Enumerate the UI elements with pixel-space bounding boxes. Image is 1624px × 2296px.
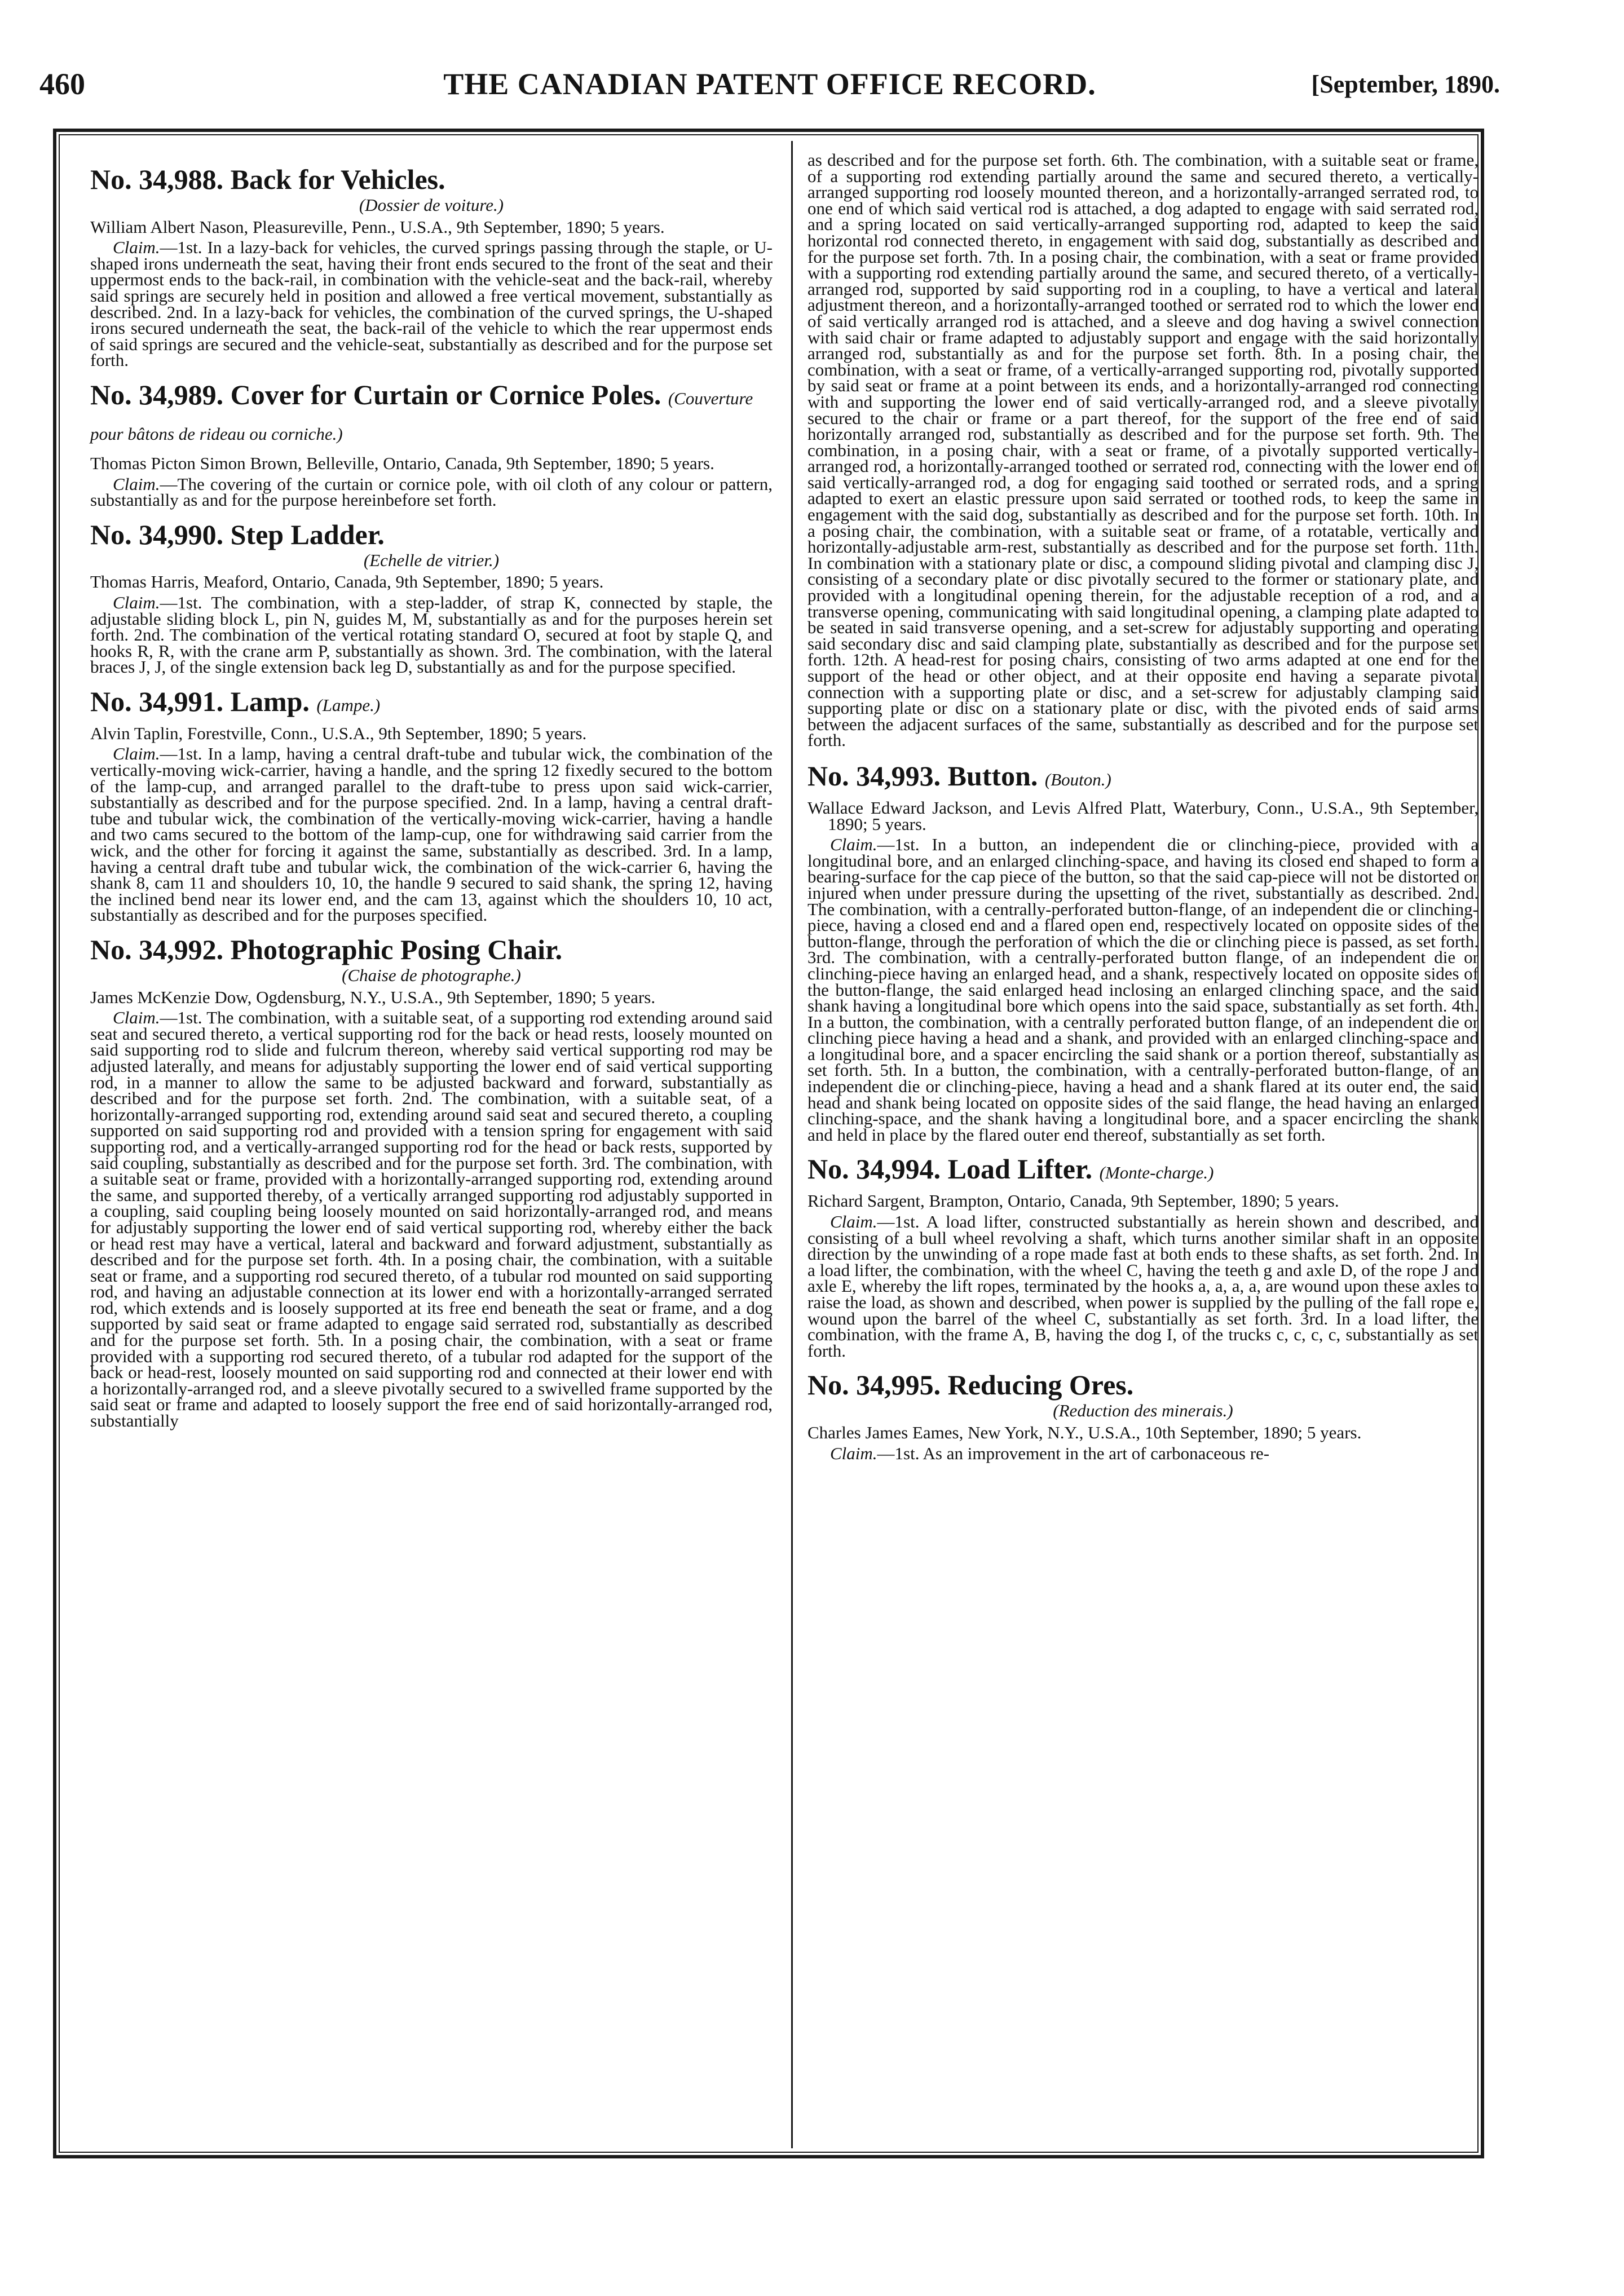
patent-claim: Claim.—The covering of the curtain or cornice pole, with oil cloth of any colour or pattern, substantially as and for the purpose hereinbefore set forth. xyxy=(90,474,773,510)
patent-french-title: (Echelle de vitrier.) xyxy=(363,550,500,570)
patent-owner: Alvin Taplin, Forestville, Conn., U.S.A., 9th September, 1890; 5 years. xyxy=(90,723,587,743)
right-column xyxy=(807,152,1479,1472)
patent-owner: Wallace Edward Jackson, and Levis Alfred Platt, Waterbury, Conn., U.S.A., 9th September, 1890; 5 years. xyxy=(807,797,1479,834)
continued-claim-text: as described and for the purpose set forth. 6th. The combination, with a suitable seat or frame, of a supporting rod extending partially around the same and secured thereto, a vertically-arranged supporting rod loosely mounted thereon, and a horizontally-arranged serrated rod, to one end of which said vertical rod is attached, a dog adapted to engage with said serrated rod, and a spring located on said vertically-arranged supporting rod, adapted to keep the said horizontal rod connected thereto, in engagement with said dog, substantially as described and for the purpose set forth. 7th. In a posing chair, the combination, with a seat or frame provided with a supporting rod extending partially around the same, and secured thereto, of a vertically-arranged rod, supported by said supporting rod in a coupling, to have a vertical and lateral adjustment thereon, and a horizontally-arranged toothed or serrated rod to which the lower end of said vertically arranged rod is attached, and a sleeve and dog having a swivel connection with said chair or frame adapted to adjustably support and engage with the said horizontally arranged rod, substantially as and for the purpose set forth. 8th. In a posing chair, the combination, with a seat or frame, of a vertically-arranged supporting rod, pivotally supported by said seat or frame at a point between its ends, and a horizontally-arranged rod connecting with and supporting the lower end of said vertically-arranged rod, and a sleeve pivotally secured to the chair or frame or a part thereof, for the support of the free end of said horizontally arranged rod, substantially as described and for the purpose set forth. 9th. The combination, in a posing chair, with a seat or frame, of a pivotally supported vertically-arranged rod, a horizontally-arranged toothed or serrated rod, connecting with the lower end of said vertically-arranged rod, a dog for engaging said toothed or serrated rods, and a spring adapted to exert an elastic pressure upon said serrated or toothed rods, to keep the same in engagement with the said dog, substantially as described and for the purpose set forth. 10th. In a posing chair, the combination, with a suitable seat or frame, of a rotatable, vertically and horizontally-adjustable arm-rest, substantially as described and for the purpose set forth. 11th. In combination with a stationary plate or disc, a compound sliding pivotal and clamping disc J, consisting of a secondary plate or disc pivotally secured to the former or stationary plate, and provided with a longitudinal opening therein, for the adjustable reception of a rod, and a transverse opening, communicating with said longitudinal opening, a clamping plate adapted to be seated in said transverse opening, and a set-screw for adjustably supporting and operating said secondary disc and said clamping plate, substantially as described and for the purpose set forth. 12th. A head-rest for posing chairs, consisting of two arms adapted at one end for the support of the head or other object, and at their opposite end having a separate pivotal connection with a supporting plate or disc, and a set-screw for adjustably clamping said supporting plate or disc on a stationary plate or disc, with the pivoted ends of said arms between the adjacent surfaces of the same, substantially as described and for the purpose set forth. xyxy=(807,150,1479,750)
patent-title: No. 34,992. Photographic Posing Chair. xyxy=(90,934,563,965)
patent-claim: Claim.—1st. In a lamp, having a central draft-tube and tubular wick, the combination of the vertically-moving wick-carrier, having a handle, and the spring 12 fixedly secured to the bottom of the lamp-cup, and arranged parallel to the draft-tube to press upon said wick-carrier, substantially as described and for the purpose specified. 2nd. In a lamp, having a central draft-tube and tubular wick, the combination of the vertically-moving wick-carrier, having a handle and two cams secured to the bottom of the lamp-cup, one for withdrawing said carrier from the wick, and the other for forcing it against the same, substantially as described. 3rd. In a lamp, having a central draft tube and tubular wick, the combination of the wick-carrier 6, having the shank 8, cam 11 and shoulders 10, 10, the handle 9 secured to said shank, the spring 12, having the inclined bend near its lower end, and the cam 13, against which the shoulders 10, 10 act, substantially as described and for the purposes specified. xyxy=(90,744,773,925)
patent-entry-34991 xyxy=(90,686,773,924)
patent-french-title: (Chaise de photographe.) xyxy=(342,965,521,985)
patent-claim: Claim.—1st. The combination, with a step-ladder, of strap K, connected by staple, the adjustable sliding block L, pin N, guides M, M, substantially as and for the purposes herein set forth. 2nd. The combination of the vertical rotating standard O, secured at foot by staple Q, and hooks R, R, with the crane arm P, substantially as shown. 3rd. The combination, with the lateral braces J, J, of the single extension back leg D, substantially as and for the purpose specified. xyxy=(90,592,773,677)
patent-owner: Thomas Picton Simon Brown, Belleville, Ontario, Canada, 9th September, 1890; 5 years. xyxy=(90,453,714,473)
patent-title: No. 34,994. Load Lifter. (Monte-charge.) xyxy=(807,1153,1214,1185)
patent-owner: Charles James Eames, New York, N.Y., U.S.A., 10th September, 1890; 5 years. xyxy=(807,1422,1362,1442)
patent-entry-34995 xyxy=(807,1369,1479,1462)
patent-owner: William Albert Nason, Pleasureville, Penn., U.S.A., 9th September, 1890; 5 years. xyxy=(90,217,665,237)
patent-french-title: (Reduction des minerais.) xyxy=(1053,1401,1233,1421)
patent-title: No. 34,991. Lamp. (Lampe.) xyxy=(90,685,381,717)
patent-entry-34988 xyxy=(90,164,773,369)
patent-entry-34994 xyxy=(807,1153,1479,1359)
patent-claim: Claim.—1st. As an improvement in the art of carbonaceous re- xyxy=(830,1443,1270,1463)
patent-owner: Thomas Harris, Meaford, Ontario, Canada, 9th September, 1890; 5 years. xyxy=(90,572,604,592)
patent-owner: James McKenzie Dow, Ogdensburg, N.Y., U.S.A., 9th September, 1890; 5 years. xyxy=(90,987,656,1007)
patent-title: No. 34,990. Step Ladder. xyxy=(90,518,385,550)
patent-title: No. 34,988. Back for Vehicles. xyxy=(90,164,445,195)
patent-title: No. 34,993. Button. (Bouton.) xyxy=(807,760,1111,792)
patent-entry-34992 xyxy=(90,934,773,1429)
patent-title: No. 34,989. Cover for Curtain or Cornice Poles. (Couverture pour bâtons de rideau ou corniche.) xyxy=(90,378,753,444)
page-header xyxy=(39,67,1500,112)
patent-entry-34993 xyxy=(807,760,1479,1143)
column-divider xyxy=(791,141,793,2148)
left-column xyxy=(90,164,773,1440)
patent-french-title: (Dossier de voiture.) xyxy=(359,195,504,215)
issue-date: [September, 1890. xyxy=(1311,70,1500,98)
patent-claim: Claim.—1st. In a lazy-back for vehicles, the curved springs passing through the staple, or U-shaped irons underneath the seat, having their front ends secured to the front of the seat and their uppermost ends to the back-rail, in combination with the vehicle-seat and the back-rail, whereby said springs are securely held in position and allowed a free vertical movement, substantially as described. 2nd. In a lazy-back for vehicles, the combination of the curved springs, the U-shaped irons secured underneath the seat, the back-rail of the vehicle to which the rear uppermost ends of said springs are secured and the vehicle-seat, substantially as described and for the purpose set forth. xyxy=(90,237,773,370)
page-number: 460 xyxy=(39,67,85,101)
journal-title: THE CANADIAN PATENT OFFICE RECORD. xyxy=(443,67,1096,101)
patent-entry-34989 xyxy=(90,379,773,509)
patent-claim: Claim.—1st. The combination, with a suitable seat, of a supporting rod extending around said seat and secured thereto, a vertical supporting rod for the back or head rests, loosely mounted on said supporting rod to slide and fulcrum thereon, whereby said vertical supporting rod may be adjusted laterally, and means for adjustably supporting the lower end of said vertical supporting rod, in a manner to allow the same to be adjusted backward and forward, substantially as described and for the purpose set forth. 2nd. The combination, with a suitable seat, of a horizontally-arranged supporting rod, extending around said seat and secured thereto, a coupling supported on said supporting rod and provided with a tension spring for engagement with said supporting rod, and a vertically-arranged supporting rod for the head or back rests, supported by said coupling, substantially as described and for the purpose set forth. 3rd. The combination, with a suitable seat or frame, provided with a horizontally-arranged supporting rod, extending around the same, and supported thereby, of a vertically arranged supporting rod adjustably supported in a coupling, said coupling being loosely mounted on said horizontally-arranged rod, and means for adjustably supporting the lower end of said vertical supporting rod, whereby either the back or head rest may have a vertical, lateral and backward and forward adjustment, substantially as described and for the purpose set forth. 4th. In a posing chair, the combination, with a suitable seat or frame, and a supporting rod secured thereto, of a tubular rod mounted on said supporting rod, and having an adjustable connection at its lower end with a horizontally-arranged serrated rod, which extends and is loosely supported at its free end beneath the seat or frame, and a dog supported by said seat or frame adapted to engage said serrated rod, substantially as described and for the purpose set forth. 5th. In a posing chair, the combination, with a seat or frame provided with a supporting rod secured thereto, of a tubular rod adapted for the support of the back or head-rest, loosely mounted on said supporting rod and connected at their lower end with a horizontally-arranged rod, and a sleeve pivotally secured to a swivelled frame supported by the said seat or frame and adapted to loosely support the free end of said horizontally-arranged rod, substantially xyxy=(90,1008,773,1431)
patent-title: No. 34,995. Reducing Ores. xyxy=(807,1369,1134,1401)
patent-claim: Claim.—1st. In a button, an independent die or clinching-piece, provided with a longitudinal bore, and an enlarged clinching-space, and having its closed end shaped to form a bearing-surface for the cap piece of the button, so that the said cap-piece will not be distorted or injured when under pressure during the upsetting of the rivet, substantially as described. 2nd. The combination, with a centrally-perforated button-flange, of an independent die or clinching-piece, having a closed end and a flared open end, respectively located on opposite sides of the button-flange, through the perforation of which the die or clinching piece is passed, as set forth. 3rd. The combination, with a centrally-perforated button flange, of an independent die or clinching-piece having an enlarged head, and a shank, respectively located on opposite sides of the button-flange, the said enlarged head inclosing an enlarged clinching space, and the said shank having a longitudinal bore which opens into the said space, substantially as set forth. 4th. In a button, the combination, with a centrally perforated button flange, of an independent die or clinching piece having a head and a shank, and provided with an enlarged clinching-space and a longitudinal bore, and a spacer encircling the said shank or a portion thereof, substantially as set forth. 5th. In a button, the combination, with a centrally-perforated button-flange, of an independent die or clinching-piece, having a head and a shank flared at its outer end, the said head and shank being located on opposite sides of the said flange, the head having an enlarged clinching-space, and the shank having a longitudinal bore, and a spacer encircling the shank and held in place by the flared outer end thereof, substantially as set forth. xyxy=(807,834,1479,1145)
patent-entry-34990 xyxy=(90,519,773,675)
patent-claim: Claim.—1st. A load lifter, constructed substantially as herein shown and described, and consisting of a bull wheel revolving a shaft, which turns another similar shaft in an opposite direction by the unwinding of a rope made fast at both ends to these shafts, as set forth. 2nd. In a load lifter, the combination, with the wheel C, having the teeth g and axle D, of the rope J and axle E, whereby the lift ropes, terminated by the hooks a, a, a, a, are wound upon these axles to raise the load, as shown and described, when power is supplied by the pulling of the fall rope e, wound upon the barrel of the wheel C, substantially as set forth. 3rd. In a load lifter, the combination, with the frame A, B, having the dog I, of the trucks c, c, c, c, substantially as set forth. xyxy=(807,1212,1479,1361)
patent-owner: Richard Sargent, Brampton, Ontario, Canada, 9th September, 1890; 5 years. xyxy=(807,1191,1339,1211)
